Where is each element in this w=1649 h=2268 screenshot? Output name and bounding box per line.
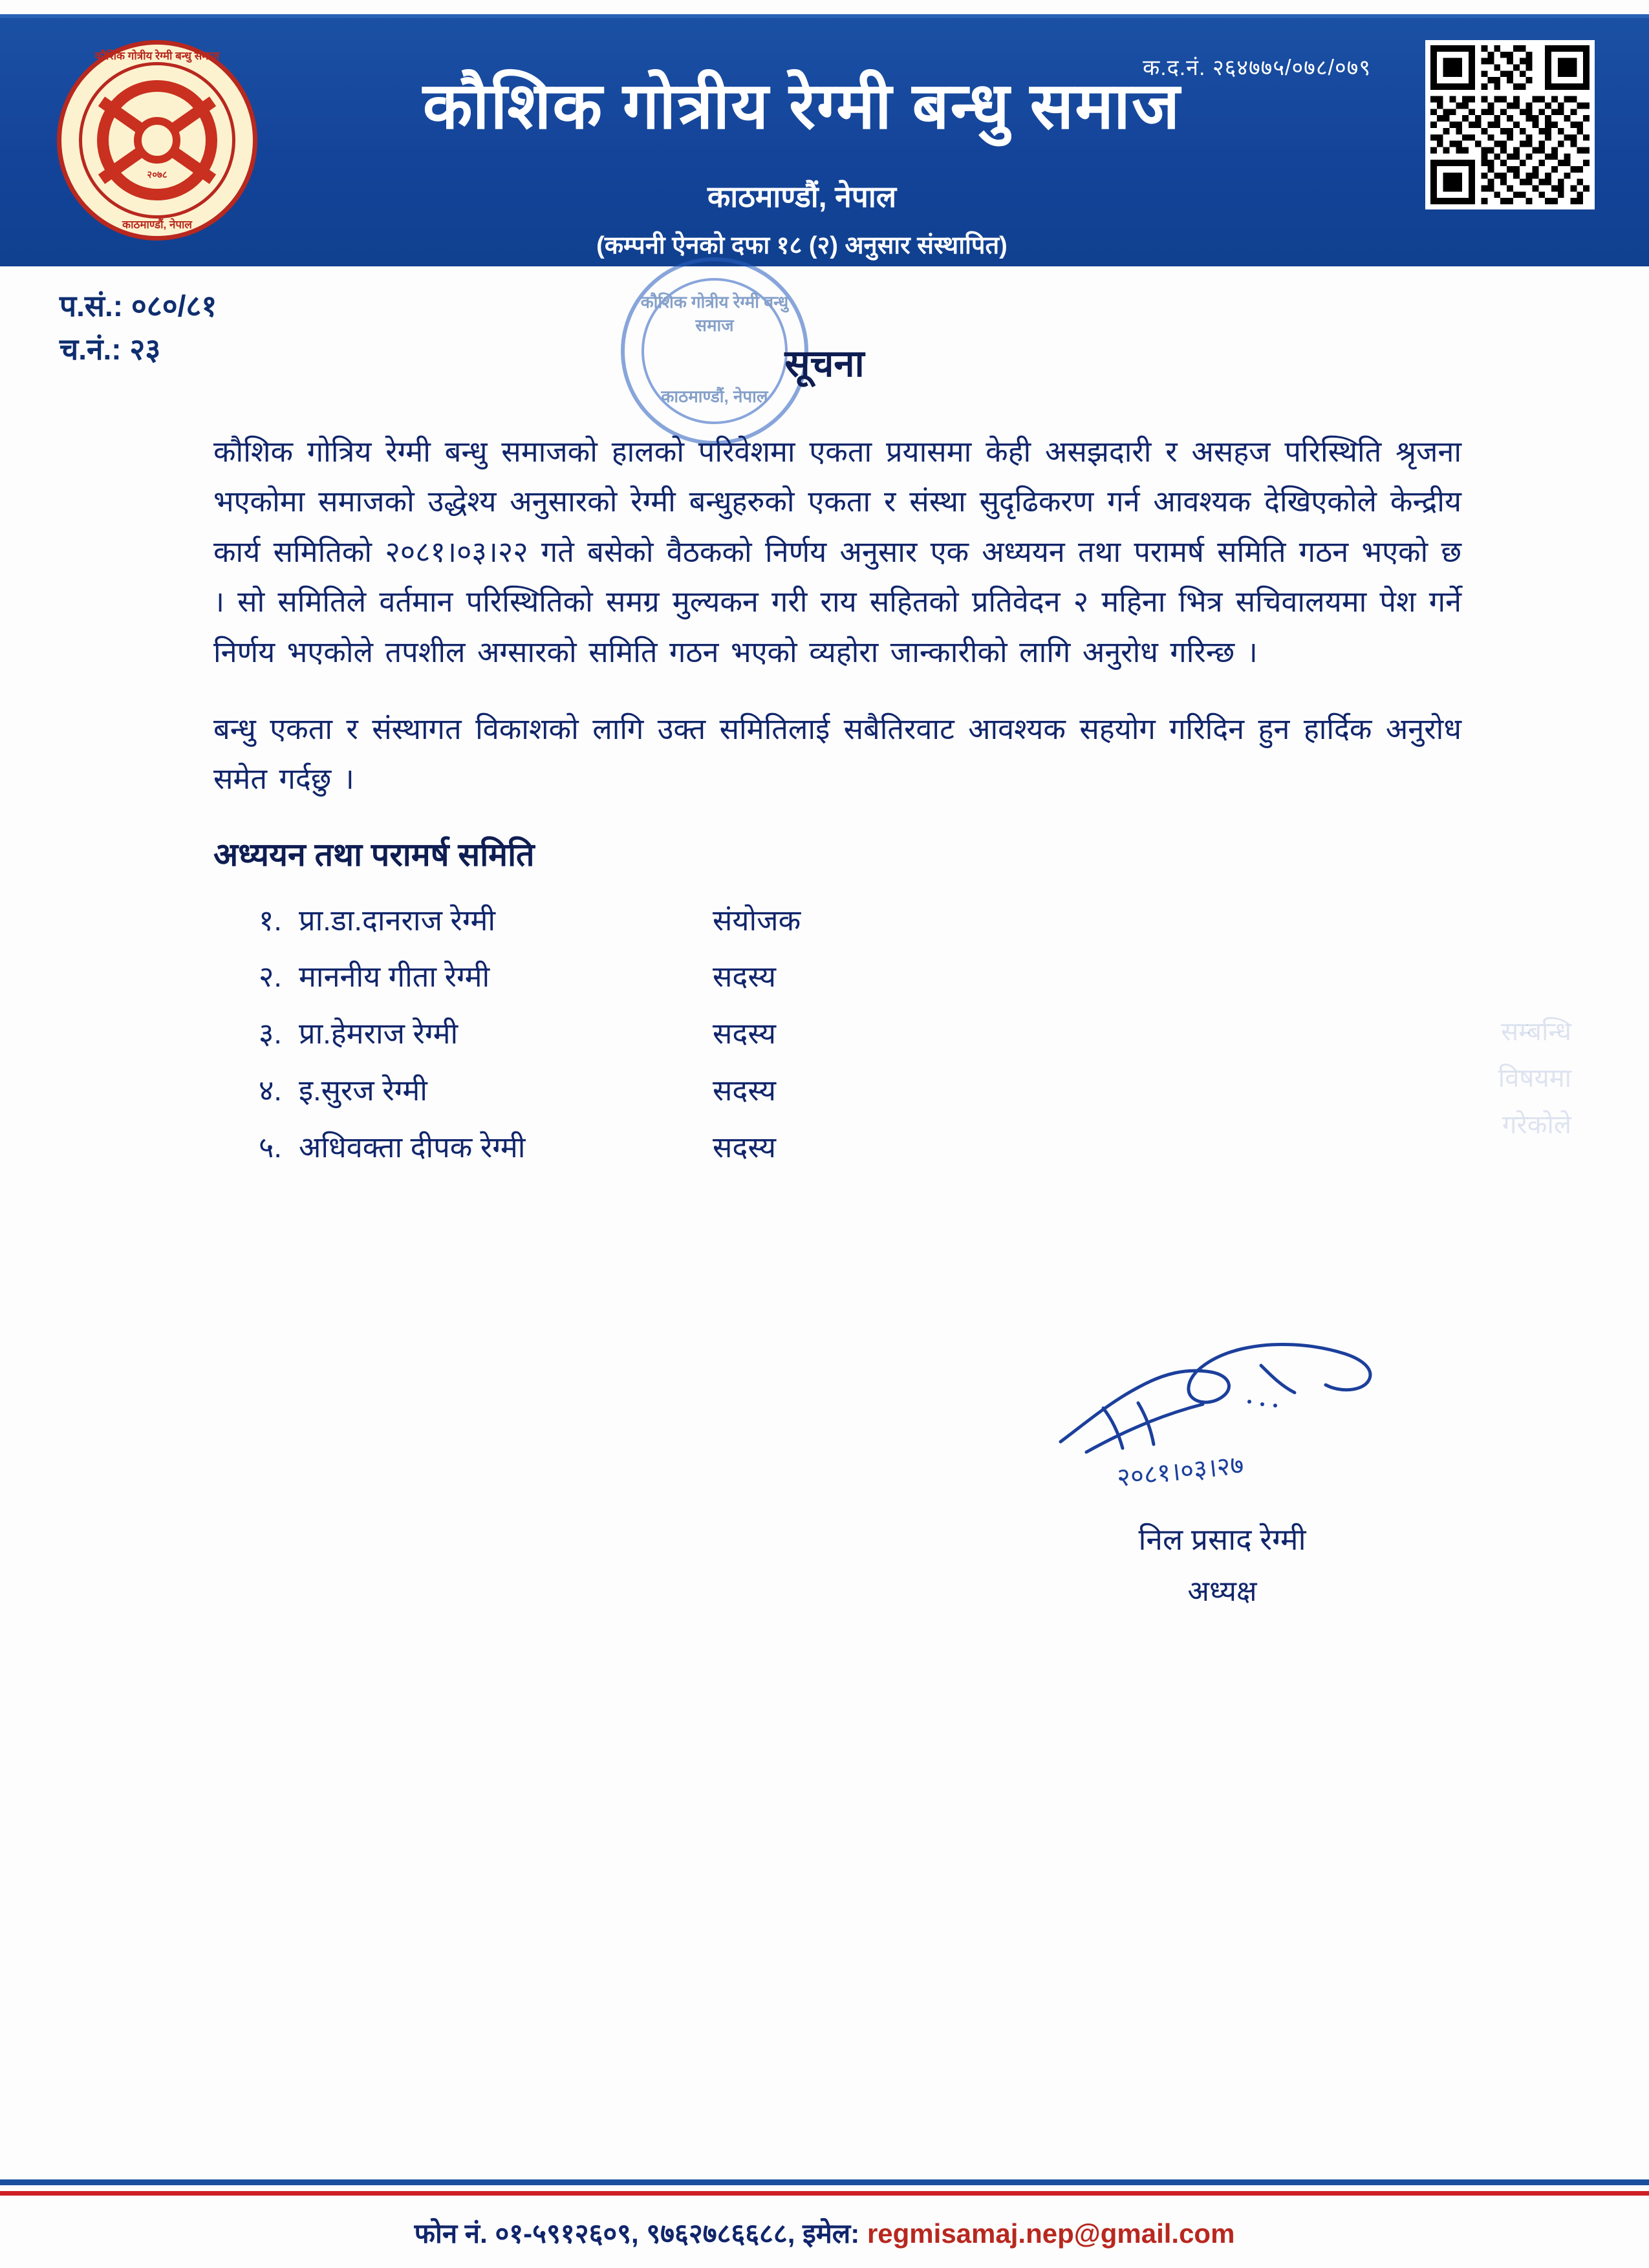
- footer-email[interactable]: regmisamaj.nep@gmail.com: [867, 2218, 1235, 2249]
- member-name: अधिवक्ता दीपक रेग्मी: [299, 1130, 526, 1164]
- list-item: [259, 948, 1461, 1005]
- member-index: ३.: [259, 1017, 282, 1051]
- scan-artifact-line: विषयमा: [1498, 1064, 1571, 1093]
- member-role: सदस्य: [713, 1073, 776, 1107]
- member-role: सदस्य: [713, 1017, 776, 1051]
- paragraph-1: कौशिक गोत्रिय रेग्मी बन्धु समाजको हालको परिवेशमा एकता प्रयासमा केही असझदारी र असहज परिस्थिति श्रृजना भएकोमा समाजको उद्धेश्य अनुसारको रेग्मी बन्धुहरुको एकता र संस्था सुदृढिकरण गर्न आवश्यक देखिएकोले केन्द्रीय कार्य समितिको २०८१।०३।२२ गते बसेको वैठकको निर्णय अनुसार एक अध्ययन तथा परामर्ष समिति गठन भएको छ । सो समितिले वर्तमान परिस्थितिको समग्र मुल्यकन गरी राय सहितको प्रतिवेदन २ महिना भित्र सचिवालयमा पेश गर्ने निर्णय भएकोले तपशील अग्सारको समिति गठन भएको व्यहोरा जान्कारीको लागि अनुरोध गरिन्छ ।: [213, 435, 1461, 669]
- header-top-edge: [0, 14, 1649, 18]
- signatory-name: निल प्रसाद रेग्मी: [1138, 1523, 1306, 1556]
- committee-heading: अध्ययन तथा परामर्ष समिति: [213, 836, 535, 873]
- paragraph-2: बन्धु एकता र संस्थागत विकाशको लागि उक्त समितिलाई सबैतिरवाट आवश्यक सहयोग गरिदिन हुन हार्दिक अनुरोध समेत गर्दछु ।: [213, 712, 1461, 796]
- member-name: माननीय गीता रेग्मी: [299, 960, 490, 994]
- member-role: संयोजक: [713, 903, 801, 937]
- member-index: १.: [259, 903, 282, 937]
- stamp-line-1: कौशिक गोत्रीय रेग्मी बन्धु समाज: [640, 292, 789, 335]
- patra-sankhya: प.सं.: ०८०/८१: [59, 289, 217, 323]
- organization-title: कौशिक गोत्रीय रेग्मी बन्धु समाज: [422, 70, 1181, 142]
- footer-contact: [0, 2214, 1649, 2251]
- member-index: ४.: [259, 1073, 282, 1107]
- notice-body: [213, 427, 1461, 1175]
- member-role: सदस्य: [713, 1130, 776, 1164]
- organization-registration-note: (कम्पनी ऐनको दफा १८ (२) अनुसार संस्थापित): [596, 232, 1008, 259]
- stamp-line-2: काठमाण्डौं, नेपाल: [661, 387, 768, 406]
- footer-rule-red: [0, 2191, 1649, 2196]
- member-index: २.: [259, 960, 282, 994]
- notice-title: सूचना: [784, 343, 865, 385]
- list-item: [259, 892, 1461, 949]
- logo-hub: [134, 117, 180, 164]
- logo-text-bottom: काठमाण्डौं, नेपाल: [122, 219, 192, 231]
- signature-block: [976, 1325, 1468, 1609]
- list-item: [259, 1119, 1461, 1176]
- committee-member-list: [259, 892, 1461, 1176]
- logo-text-top: कौशिक गोत्रीय रेग्मी बन्धु समाज: [94, 50, 220, 62]
- member-index: ५.: [259, 1130, 282, 1164]
- organization-logo-icon: [57, 40, 257, 241]
- scan-artifact-line: सम्बन्धि: [1501, 1018, 1571, 1046]
- member-name: प्रा.डा.दानराज रेग्मी: [299, 903, 496, 937]
- member-role: सदस्य: [713, 960, 776, 994]
- member-name: प्रा.हेमराज रेग्मी: [299, 1017, 458, 1051]
- logo-year: २०७८: [147, 169, 167, 180]
- scan-artifact: [1352, 1009, 1571, 1148]
- footer-phone-label: फोन नं. ०१-५९१२६०९, ९७६२७८६६८८, इमेल:: [414, 2218, 860, 2249]
- scan-artifact-line: गरेकोले: [1502, 1111, 1571, 1139]
- list-item: [259, 1062, 1461, 1119]
- footer-rule-blue: [0, 2179, 1649, 2185]
- chalani-number: च.नं.: २३: [59, 332, 161, 366]
- signature-date: २०८१।०३।२७: [1116, 1450, 1245, 1493]
- registration-number: क.द.नं. २६४७७५/०७८/०७९: [1143, 56, 1371, 80]
- list-item: [259, 1005, 1461, 1062]
- member-name: इ.सुरज रेग्मी: [299, 1073, 427, 1107]
- qr-code-icon: [1425, 40, 1595, 209]
- organization-address: काठमाण्डौं, नेपाल: [707, 180, 897, 213]
- signatory-post: अध्यक्ष: [1187, 1576, 1257, 1607]
